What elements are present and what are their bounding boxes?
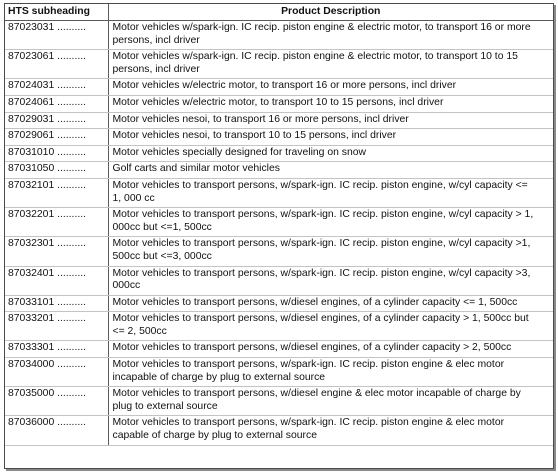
header-hts-subheading: HTS subheading [5, 4, 108, 21]
table-row [5, 416, 553, 445]
product-description: Motor vehicles to transport persons, w/spark-ign. IC recip. piston engine, w/cyl capacity >3, 000cc [108, 266, 553, 295]
hts-code: 87029061 .......... [5, 129, 108, 146]
table-row [5, 387, 553, 416]
hts-code: 87031050 .......... [5, 162, 108, 179]
product-description: Motor vehicles w/spark-ign. IC recip. piston engine & electric motor, to transport 16 or more persons, incl driver [108, 21, 553, 50]
product-description: Motor vehicles nesoi, to transport 10 to 15 persons, incl driver [108, 129, 553, 146]
product-description: Motor vehicles w/spark-ign. IC recip. piston engine & electric motor, to transport 10 to 15 persons, incl driver [108, 50, 553, 79]
hts-code: 87036000 .......... [5, 416, 108, 445]
product-description: Motor vehicles to transport persons, w/diesel engines, of a cylinder capacity > 1, 500cc but <= 2, 500cc [108, 312, 553, 341]
hts-code: 87024061 .......... [5, 95, 108, 112]
product-description: Motor vehicles to transport persons, w/spark-ign. IC recip. piston engine, w/cyl capacity > 1, 000cc but <=1, 500cc [108, 208, 553, 237]
product-description: Motor vehicles to transport persons, w/diesel engine & elec motor incapable of charge by plug to external source [108, 387, 553, 416]
header-product-description: Product Description [108, 4, 553, 21]
hts-code: 87032201 .......... [5, 208, 108, 237]
table-row [5, 178, 553, 207]
hts-table-frame [4, 3, 554, 469]
product-description: Motor vehicles nesoi, to transport 16 or more persons, incl driver [108, 112, 553, 129]
table-row [5, 145, 553, 162]
table-row [5, 112, 553, 129]
table-row [5, 208, 553, 237]
product-description: Motor vehicles w/electric motor, to transport 16 or more persons, incl driver [108, 79, 553, 96]
table-row [5, 79, 553, 96]
product-description: Motor vehicles to transport persons, w/spark-ign. IC recip. piston engine, w/cyl capacity <= 1, 000 cc [108, 178, 553, 207]
table-row [5, 312, 553, 341]
table-row [5, 129, 553, 146]
table-row [5, 95, 553, 112]
product-description: Motor vehicles to transport persons, w/spark-ign. IC recip. piston engine, w/cyl capacity >1, 500cc but <=3, 000cc [108, 237, 553, 266]
hts-table [5, 4, 553, 446]
product-description: Motor vehicles to transport persons, w/diesel engines, of a cylinder capacity > 2, 500cc [108, 341, 553, 358]
hts-code: 87032101 .......... [5, 178, 108, 207]
product-description: Motor vehicles to transport persons, w/diesel engines, of a cylinder capacity <= 1, 500cc [108, 295, 553, 312]
table-header-row [5, 4, 553, 21]
product-description: Motor vehicles specially designed for traveling on snow [108, 145, 553, 162]
table-row [5, 237, 553, 266]
hts-code: 87032301 .......... [5, 237, 108, 266]
product-description: Motor vehicles w/electric motor, to transport 10 to 15 persons, incl driver [108, 95, 553, 112]
table-row [5, 341, 553, 358]
hts-code: 87033101 .......... [5, 295, 108, 312]
table-row [5, 50, 553, 79]
hts-code: 87024031 .......... [5, 79, 108, 96]
hts-code: 87034000 .......... [5, 358, 108, 387]
hts-code: 87023031 .......... [5, 21, 108, 50]
table-row [5, 162, 553, 179]
product-description: Motor vehicles to transport persons, w/spark-ign. IC recip. piston engine & elec motor capable of charge by plug to external source [108, 416, 553, 445]
hts-code: 87023061 .......... [5, 50, 108, 79]
product-description: Motor vehicles to transport persons, w/spark-ign. IC recip. piston engine & elec motor incapable of charge by plug to external source [108, 358, 553, 387]
hts-code: 87035000 .......... [5, 387, 108, 416]
table-row [5, 295, 553, 312]
hts-code: 87033201 .......... [5, 312, 108, 341]
table-row [5, 266, 553, 295]
table-row [5, 21, 553, 50]
hts-code: 87029031 .......... [5, 112, 108, 129]
hts-code: 87031010 .......... [5, 145, 108, 162]
hts-code: 87032401 .......... [5, 266, 108, 295]
product-description: Golf carts and similar motor vehicles [108, 162, 553, 179]
hts-code: 87033301 .......... [5, 341, 108, 358]
table-row [5, 358, 553, 387]
